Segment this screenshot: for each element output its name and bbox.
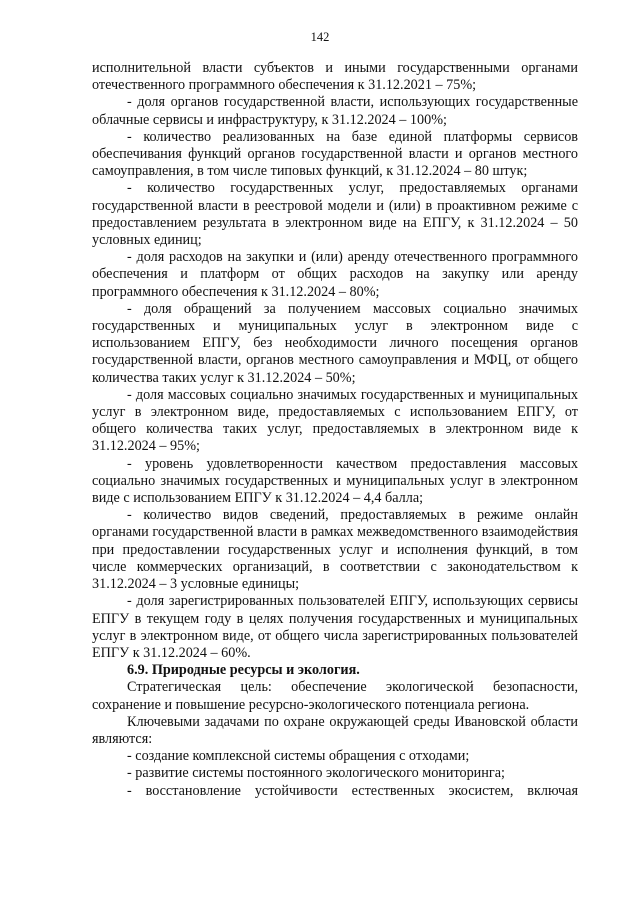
section-heading: 6.9. Природные ресурсы и экология. bbox=[127, 662, 360, 679]
page-number: 142 bbox=[310, 30, 330, 44]
list-item-satisfaction: - уровень удовлетворенности качеством предоставления массовых социально значимых государственных и муниципальных услуг в электронном виде с использованием ЕПГУ к 31.12.2024 – 4,4 балла; bbox=[92, 455, 578, 507]
list-item-registry-services: - количество государственных услуг, предоставляемых органами государственной власти в реестровой модели и (или) в проактивном режиме с предоставлением результата в электронном виде на ЕПГУ, к 31.12.2024 – 50 условных единиц; bbox=[92, 180, 578, 249]
list-item-platform-services: - количество реализованных на базе единой платформы сервисов обеспечивания функций органов государственной власти и органов местного самоуправления, в том числе типовых функций, к 31.12.2024 – 80 штук; bbox=[92, 128, 578, 180]
list-item-software-expenses: - доля расходов на закупки и (или) аренду отечественного программного обеспечения и платформ от общих расходов на закупку или аренду программного обеспечения к 31.12.2024 – 80%; bbox=[92, 249, 578, 300]
task-item-waste: - создание комплексной системы обращения с отходами; bbox=[127, 748, 470, 765]
task-item-ecosystems: - восстановление устойчивости естественных экосистем, включая bbox=[127, 782, 578, 799]
paragraph-continuation: исполнительной власти субъектов и иными государственными органами отечественного программного обеспечения к 31.12.2021 – 75%; bbox=[92, 60, 578, 94]
list-item-online-data-types: - количество видов сведений, предоставляемых в режиме онлайн органами государственной власти в рамках межведомственного взаимодействия при предоставлении государственных услуг и исполнения функций, в том числе коммерческих организаций, в соответствии с законодательством к 31.12.2024 – 3 условные единицы; bbox=[92, 507, 578, 593]
list-item-cloud-services: - доля органов государственной власти, использующих государственные облачные сервисы и инфраструктуру, к 31.12.2024 – 100%; bbox=[92, 94, 578, 128]
list-item-registered-users: - доля зарегистрированных пользователей ЕПГУ, использующих сервисы ЕПГУ в текущем году в целях получения государственных и муниципальных услуг в электронном виде, от общего числа зарегистрированных пользователей ЕПГУ к 31.12.2024 – 60%. bbox=[92, 593, 578, 661]
task-item-monitoring: - развитие системы постоянного экологического мониторинга; bbox=[127, 765, 505, 782]
strategic-goal-paragraph: Стратегическая цель: обеспечение экологической безопасности, сохранение и повышение ресурсно-экологического потенциала региона. bbox=[92, 679, 578, 713]
list-item-epgu-requests: - доля обращений за получением массовых социально значимых государственных и муниципальных услуг в электронном виде с использованием ЕПГУ, без необходимости личного посещения органов государственной власти, органов местного самоуправления и МФЦ, от общего количества таких услуг к 31.12.2024 – 50%; bbox=[92, 300, 578, 386]
document-body bbox=[92, 60, 578, 800]
tasks-intro-paragraph: Ключевыми задачами по охране окружающей среды Ивановской области являются: bbox=[92, 713, 578, 747]
list-item-epgu-services-share: - доля массовых социально значимых государственных и муниципальных услуг в электронном виде, предоставляемых с использованием ЕПГУ, от общего количества таких услуг, предоставляемых в электронном виде к 31.12.2024 – 95%; bbox=[92, 386, 578, 455]
